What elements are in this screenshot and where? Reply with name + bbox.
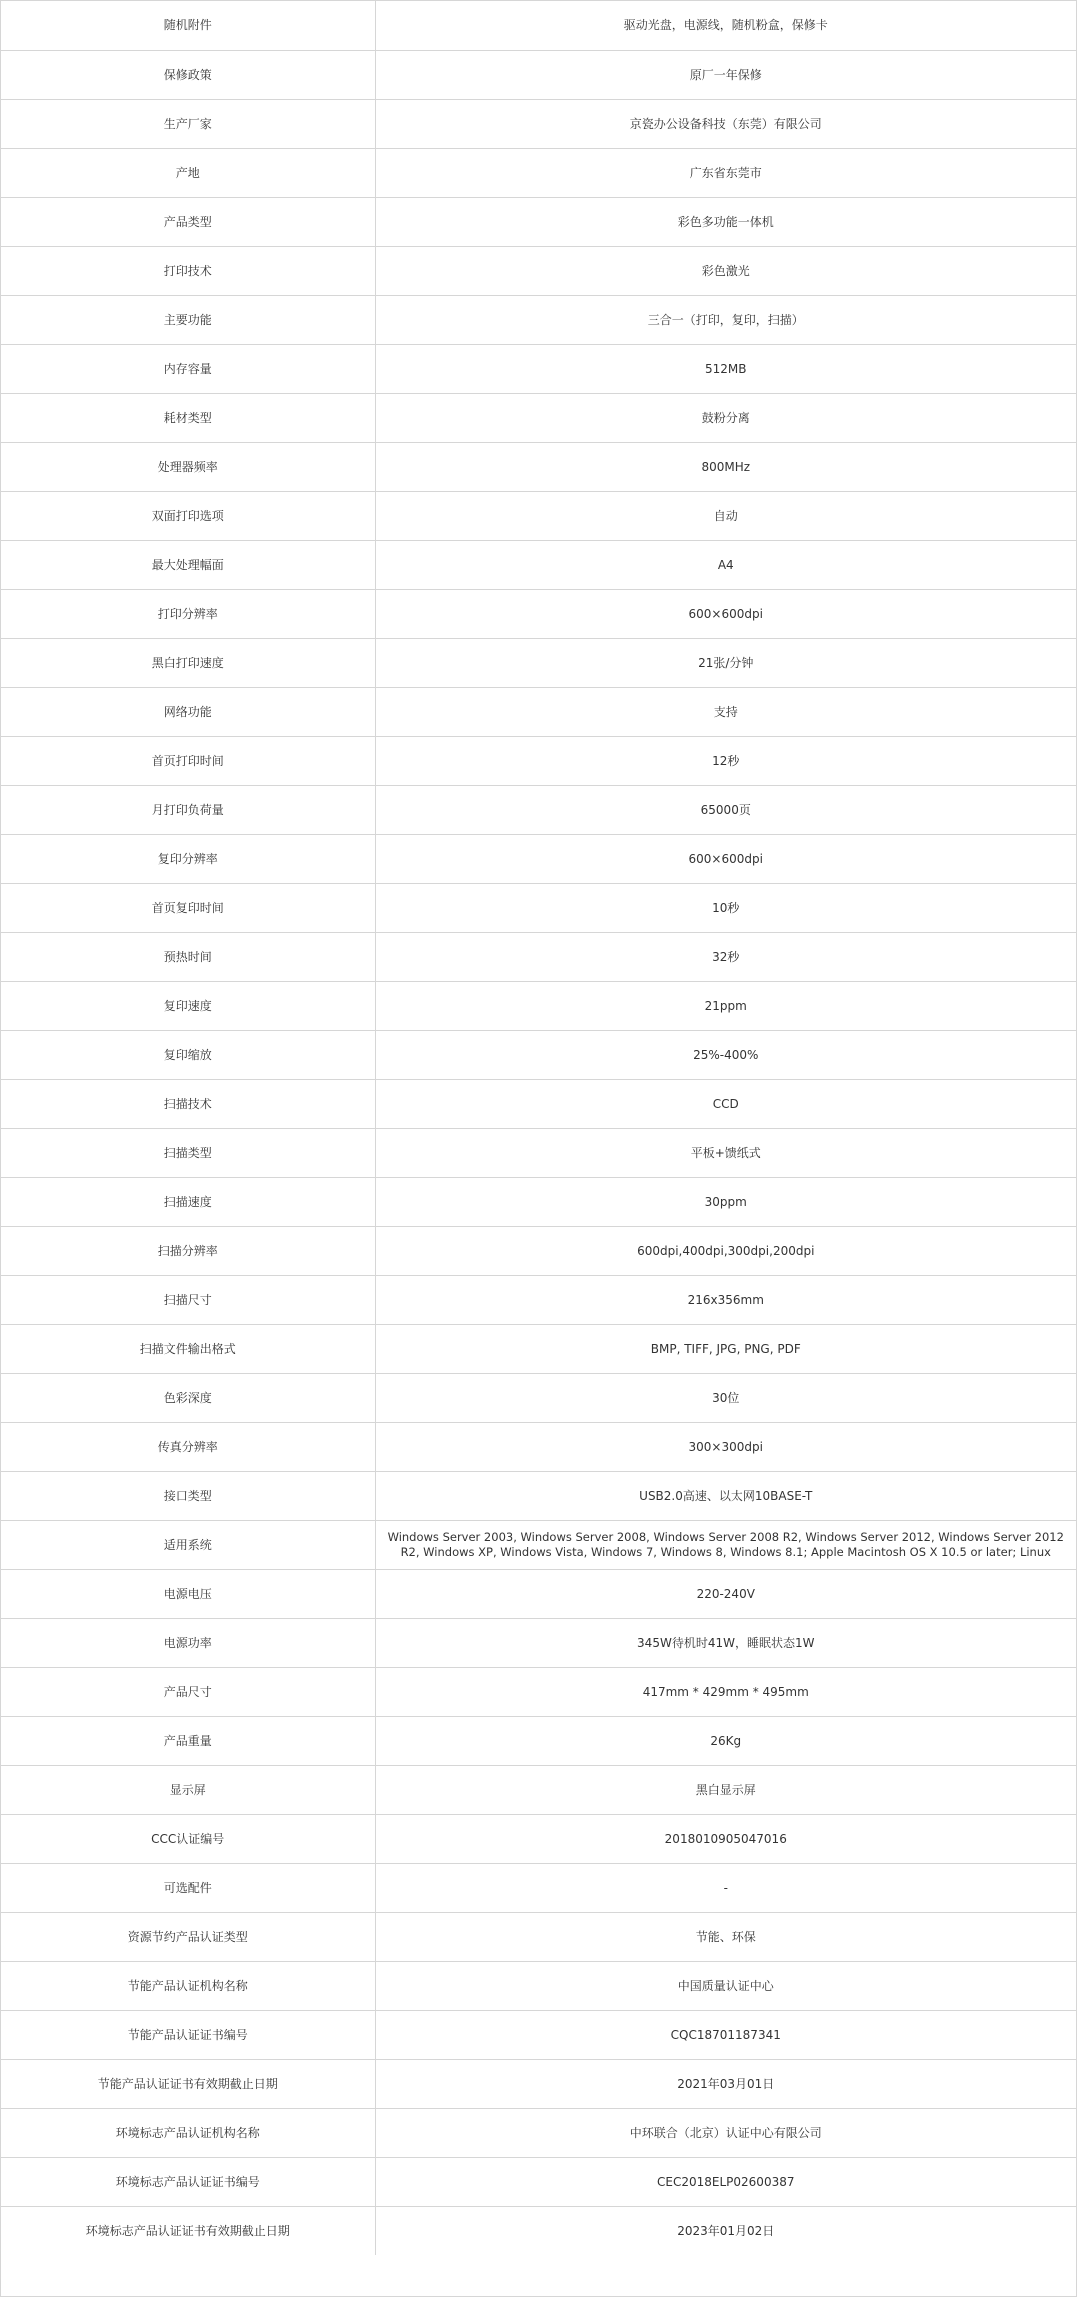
spec-label: 产地 (1, 148, 375, 197)
spec-value: 原厂一年保修 (375, 50, 1076, 99)
spec-value: 平板+馈纸式 (375, 1128, 1076, 1177)
spec-label: 传真分辨率 (1, 1422, 375, 1471)
spec-table-body (1, 1, 1076, 2255)
spec-value: 黑白显示屏 (375, 1765, 1076, 1814)
spec-value: 京瓷办公设备科技（东莞）有限公司 (375, 99, 1076, 148)
spec-value: CCD (375, 1079, 1076, 1128)
spec-value: 广东省东莞市 (375, 148, 1076, 197)
spec-row (1, 2108, 1076, 2157)
spec-value: CEC2018ELP02600387 (375, 2157, 1076, 2206)
spec-row (1, 2157, 1076, 2206)
spec-row (1, 50, 1076, 99)
spec-value: 10秒 (375, 883, 1076, 932)
spec-label: 节能产品认证证书编号 (1, 2010, 375, 2059)
spec-value: 彩色多功能一体机 (375, 197, 1076, 246)
spec-label: 环境标志产品认证证书有效期截止日期 (1, 2206, 375, 2255)
spec-value: 26Kg (375, 1716, 1076, 1765)
spec-value: 600×600dpi (375, 589, 1076, 638)
spec-value: 2021年03月01日 (375, 2059, 1076, 2108)
spec-value: A4 (375, 540, 1076, 589)
spec-row (1, 1226, 1076, 1275)
spec-label: 黑白打印速度 (1, 638, 375, 687)
spec-value: 节能、环保 (375, 1912, 1076, 1961)
spec-value: - (375, 1863, 1076, 1912)
spec-row (1, 1814, 1076, 1863)
spec-label: 扫描技术 (1, 1079, 375, 1128)
spec-row (1, 638, 1076, 687)
spec-label: 色彩深度 (1, 1373, 375, 1422)
spec-label: 网络功能 (1, 687, 375, 736)
spec-label: 打印分辨率 (1, 589, 375, 638)
spec-label: 打印技术 (1, 246, 375, 295)
spec-row (1, 540, 1076, 589)
spec-value: 32秒 (375, 932, 1076, 981)
spec-row (1, 491, 1076, 540)
spec-label: 产品重量 (1, 1716, 375, 1765)
spec-value: 512MB (375, 344, 1076, 393)
spec-row (1, 1324, 1076, 1373)
spec-label: 扫描类型 (1, 1128, 375, 1177)
spec-value: 中国质量认证中心 (375, 1961, 1076, 2010)
spec-value: USB2.0高速、以太网10BASE-T (375, 1471, 1076, 1520)
spec-label: 生产厂家 (1, 99, 375, 148)
spec-row (1, 1863, 1076, 1912)
spec-label: 电源电压 (1, 1569, 375, 1618)
spec-label: 处理器频率 (1, 442, 375, 491)
spec-value: CQC18701187341 (375, 2010, 1076, 2059)
spec-row (1, 344, 1076, 393)
spec-row (1, 1912, 1076, 1961)
spec-value: 25%-400% (375, 1030, 1076, 1079)
spec-label: 电源功率 (1, 1618, 375, 1667)
spec-value: 驱动光盘，电源线，随机粉盒，保修卡 (623, 18, 828, 33)
spec-row (1, 1471, 1076, 1520)
spec-value: 2018010905047016 (375, 1814, 1076, 1863)
spec-label: 双面打印选项 (1, 491, 375, 540)
spec-label: 随机附件 (1, 1, 375, 50)
spec-value: 600dpi,400dpi,300dpi,200dpi (375, 1226, 1076, 1275)
spec-label: 环境标志产品认证证书编号 (1, 2157, 375, 2206)
spec-value: 30ppm (375, 1177, 1076, 1226)
spec-label: 节能产品认证机构名称 (1, 1961, 375, 2010)
spec-value: 220-240V (375, 1569, 1076, 1618)
spec-row (1, 932, 1076, 981)
spec-value: 300×300dpi (375, 1422, 1076, 1471)
spec-label: CCC认证编号 (1, 1814, 375, 1863)
spec-row (1, 1765, 1076, 1814)
spec-value: 支持 (375, 687, 1076, 736)
spec-label: 月打印负荷量 (1, 785, 375, 834)
spec-label: 可选配件 (1, 1863, 375, 1912)
spec-label: 首页复印时间 (1, 883, 375, 932)
spec-row (1, 1, 1076, 50)
spec-value: 鼓粉分离 (375, 393, 1076, 442)
spec-row (1, 736, 1076, 785)
spec-table (1, 1, 1076, 2255)
spec-row (1, 981, 1076, 1030)
spec-value: 自动 (375, 491, 1076, 540)
spec-row (1, 589, 1076, 638)
spec-label: 显示屏 (1, 1765, 375, 1814)
spec-label: 复印缩放 (1, 1030, 375, 1079)
spec-label: 资源节约产品认证类型 (1, 1912, 375, 1961)
spec-value: 21张/分钟 (375, 638, 1076, 687)
spec-value: 417mm * 429mm * 495mm (375, 1667, 1076, 1716)
spec-row (1, 99, 1076, 148)
spec-value: 中环联合（北京）认证中心有限公司 (375, 2108, 1076, 2157)
spec-row (1, 834, 1076, 883)
spec-row (1, 197, 1076, 246)
spec-value: 30位 (375, 1373, 1076, 1422)
spec-value: 345W待机时41W，睡眠状态1W (375, 1618, 1076, 1667)
spec-label: 环境标志产品认证机构名称 (1, 2108, 375, 2157)
spec-row (1, 1177, 1076, 1226)
spec-label: 扫描速度 (1, 1177, 375, 1226)
spec-row (1, 1373, 1076, 1422)
spec-row (1, 2059, 1076, 2108)
spec-value: 65000页 (375, 785, 1076, 834)
spec-label: 复印分辨率 (1, 834, 375, 883)
spec-row (1, 1079, 1076, 1128)
spec-row (1, 1030, 1076, 1079)
spec-value: BMP, TIFF, JPG, PNG, PDF (375, 1324, 1076, 1373)
spec-label: 接口类型 (1, 1471, 375, 1520)
spec-label: 产品类型 (1, 197, 375, 246)
spec-row (1, 687, 1076, 736)
spec-value: 彩色激光 (375, 246, 1076, 295)
spec-label: 复印速度 (1, 981, 375, 1030)
spec-value: 2023年01月02日 (375, 2206, 1076, 2255)
spec-label: 扫描分辨率 (1, 1226, 375, 1275)
spec-row (1, 1569, 1076, 1618)
spec-row (1, 883, 1076, 932)
spec-value: 800MHz (375, 442, 1076, 491)
spec-row (1, 246, 1076, 295)
spec-label: 适用系统 (1, 1520, 375, 1569)
spec-label: 保修政策 (1, 50, 375, 99)
spec-row (1, 1422, 1076, 1471)
spec-value: 21ppm (375, 981, 1076, 1030)
spec-value: Windows Server 2003, Windows Server 2008, Windows Server 2008 R2, Windows Server 2012, Windows Server 2012 R2, Windows XP, Windows Vista, Windows 7, Windows 8, Windows 8.1; Apple Macintosh OS X 10.5 or later; Linux (375, 1520, 1076, 1569)
spec-row (1, 1716, 1076, 1765)
spec-label: 内存容量 (1, 344, 375, 393)
spec-value: 216x356mm (375, 1275, 1076, 1324)
spec-row (1, 2010, 1076, 2059)
spec-value: 600×600dpi (375, 834, 1076, 883)
spec-row (1, 148, 1076, 197)
spec-label: 扫描尺寸 (1, 1275, 375, 1324)
spec-label: 预热时间 (1, 932, 375, 981)
spec-label: 耗材类型 (1, 393, 375, 442)
spec-row (1, 1275, 1076, 1324)
spec-label: 主要功能 (1, 295, 375, 344)
spec-row (1, 1667, 1076, 1716)
spec-row (1, 1618, 1076, 1667)
spec-label: 扫描文件输出格式 (1, 1324, 375, 1373)
spec-row (1, 1520, 1076, 1569)
spec-value: 三合一（打印，复印，扫描） (375, 295, 1076, 344)
spec-row (1, 1961, 1076, 2010)
spec-value: 12秒 (375, 736, 1076, 785)
spec-row (1, 442, 1076, 491)
spec-label: 最大处理幅面 (1, 540, 375, 589)
spec-row (1, 295, 1076, 344)
spec-row (1, 393, 1076, 442)
spec-label: 节能产品认证证书有效期截止日期 (1, 2059, 375, 2108)
spec-label: 产品尺寸 (1, 1667, 375, 1716)
spec-row (1, 2206, 1076, 2255)
spec-label: 首页打印时间 (1, 736, 375, 785)
spec-row (1, 1128, 1076, 1177)
spec-row (1, 785, 1076, 834)
